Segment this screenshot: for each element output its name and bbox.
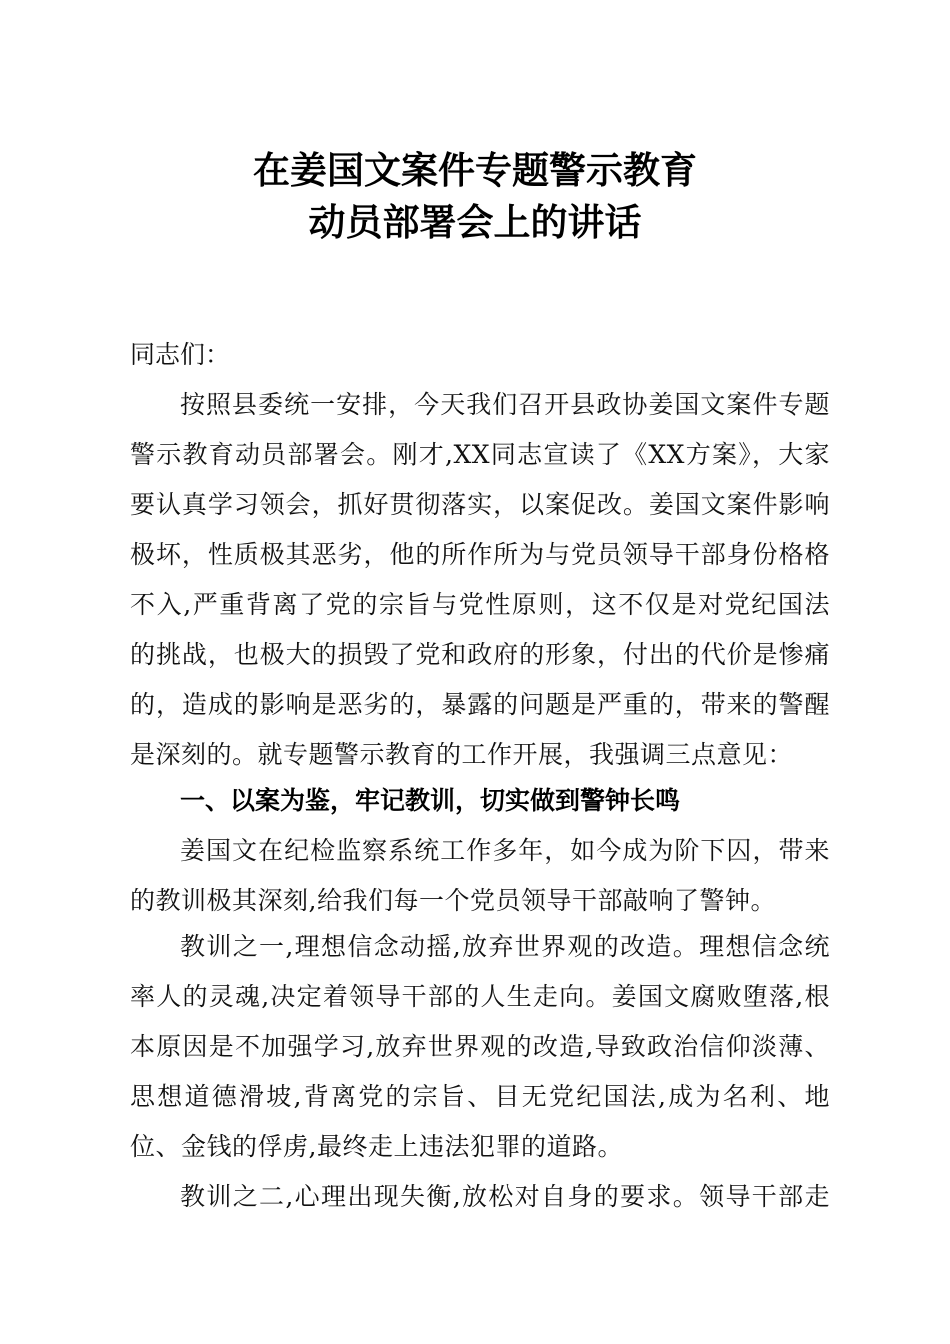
paragraph-2-line: 的教训极其深刻,给我们每一个党员领导干部敲响了警钟。 [130,886,776,915]
paragraph-4-line: 教训之二,心理出现失衡,放松对自身的要求。领导干部走 [180,1182,830,1211]
paragraph-1-line: 是深刻的。就专题警示教育的工作开展，我强调三点意见： [130,740,794,769]
paragraph-3-line: 教训之一,理想信念动摇,放弃世界观的改造。理想信念统 [180,932,830,961]
paragraph-2 [130,826,830,926]
paragraph-3-line: 思想道德滑坡,背离党的宗旨、目无党纪国法,成为名利、地 [130,1082,830,1111]
paragraph-3-line: 率人的灵魂,决定着领导干部的人生走向。姜国文腐败堕落,根 [130,982,830,1011]
paragraph-2-line: 姜国文在纪检监察系统工作多年，如今成为阶下囚，带来 [180,836,830,865]
greeting: 同志们： [130,340,231,369]
paragraph-1-line: 极坏，性质极其恶劣，他的所作所为与党员领导干部身份格格 [130,540,830,569]
paragraph-4 [130,1172,830,1222]
paragraph-1-line: 按照县委统一安排，今天我们召开县政协姜国文案件专题 [180,390,830,419]
paragraph-1-line: 要认真学习领会，抓好贯彻落实，以案促改。姜国文案件影响 [130,490,830,519]
paragraph-1-line: 不入,严重背离了党的宗旨与党性原则，这不仅是对党纪国法 [130,590,830,619]
document-title-line-1: 在姜国文案件专题警示教育 [253,149,697,192]
paragraph-1-line: 警示教育动员部署会。刚才,XX同志宣读了《XX方案》，大家 [130,440,830,469]
document-title-line-2: 动员部署会上的讲话 [308,201,642,244]
paragraph-1-line: 的，造成的影响是恶劣的，暴露的问题是严重的，带来的警醒 [130,690,830,719]
paragraph-3-line: 本原因是不加强学习,放弃世界观的改造,导致政治信仰淡薄、 [130,1032,830,1061]
paragraph-1-line: 的挑战，也极大的损毁了党和政府的形象，付出的代价是惨痛 [130,640,830,669]
paragraph-3-line: 位、金钱的俘虏,最终走上违法犯罪的道路。 [130,1132,623,1161]
section-heading-1: 一、以案为鉴，牢记教训，切实做到警钟长鸣 [180,786,681,815]
paragraph-3 [130,922,830,1172]
paragraph-1 [130,380,830,780]
